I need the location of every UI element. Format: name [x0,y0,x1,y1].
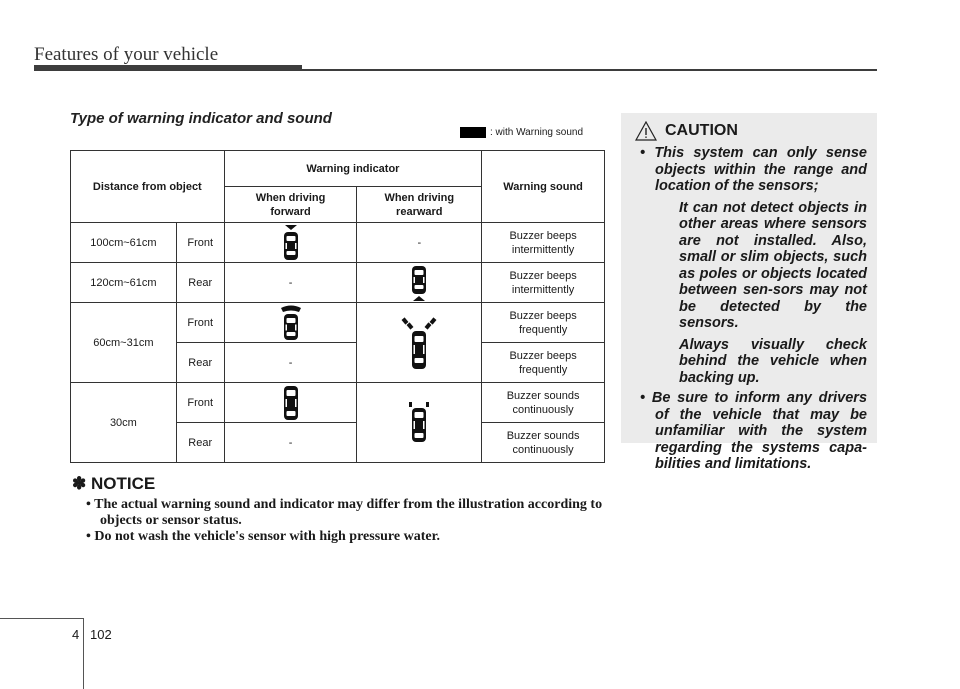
car-front-one-segment-icon [280,224,302,262]
caution-title: CAUTION [665,122,738,139]
notice-list [72,497,607,545]
caution-header [635,121,867,141]
header-indicator: Warning indicator [224,151,482,187]
header-rule-thin [300,69,877,71]
row6-sensor: Rear [176,423,224,463]
page-number: 102 [90,627,112,642]
car-front-three-segment-icon [280,384,302,422]
legend [460,127,583,138]
row3-sensor: Front [176,303,224,343]
notice-title: ✽ NOTICE [72,474,156,493]
legend-text: : with Warning sound [490,127,584,138]
footer-rule-horizontal [0,618,84,619]
row1-distance: 100cm~61cm [71,223,177,263]
notice-item: • Do not wash the vehicle's sensor with high pressure water. [72,529,607,545]
row4-forward: - [224,343,357,383]
row3-distance: 60cm~31cm [71,303,177,383]
header-sound: Warning sound [482,151,605,223]
caution-item-2: • Be sure to inform any drivers of the vehicle that may be unfamiliar with the system regarding the systems capa-bilities and limitations. [631,390,867,473]
car-rear-one-segment-icon [408,264,430,302]
caution-item [631,145,867,386]
header-forward: When driving forward [224,187,357,223]
row2-forward: - [224,263,357,303]
row6-forward: - [224,423,357,463]
row3-rearward [357,303,482,383]
row2-sound: Buzzer beeps intermittently [482,263,605,303]
car-front-rear-three-segment-icon [404,401,434,445]
row2-rearward [357,263,482,303]
legend-swatch [460,127,486,138]
row5-distance: 30cm [71,383,177,463]
header-distance: Distance from object [71,151,225,223]
row3-forward [224,303,357,343]
row5-sensor: Front [176,383,224,423]
row4-sound: Buzzer beeps frequently [482,343,605,383]
warning-table [70,150,605,463]
header-rearward: When driving rearward [357,187,482,223]
row3-sound: Buzzer beeps frequently [482,303,605,343]
row1-sensor: Front [176,223,224,263]
row5-rearward [357,383,482,463]
row2-sensor: Rear [176,263,224,303]
caution-list [631,145,867,473]
row1-rearward: - [357,223,482,263]
row6-sound: Buzzer sounds continuously [482,423,605,463]
row5-forward [224,383,357,423]
car-front-rear-two-segment-icon [399,313,439,373]
row2-distance: 120cm~61cm [71,263,177,303]
page-header-title: Features of your vehicle [34,44,219,65]
row1-forward [224,223,357,263]
car-front-two-segment-icon [278,304,304,342]
notice-item: • The actual warning sound and indicator may differ from the illustration according to objects or sensor status. [72,497,607,529]
chapter-number: 4 [72,627,80,642]
header-rule-thick [34,65,302,71]
row4-sensor: Rear [176,343,224,383]
row5-sound: Buzzer sounds continuously [482,383,605,423]
caution-item-1-paragraph-3: Always visually check behind the vehicle when backing up. [679,336,867,386]
section-title: Type of warning indicator and sound [70,110,332,127]
footer-rule-vertical [83,618,84,689]
caution-item-1-paragraph-2: It can not detect objects in other areas where sensors are not installed. Also, small or slim objects, such as poles or objects located between sen-sors may not be detected by the sensors. [679,199,867,331]
caution-item-1: This system can only sense objects within the range and location of the sensors; [654,145,867,194]
row1-sound: Buzzer beeps intermittently [482,223,605,263]
caution-box [621,113,877,472]
warning-triangle-icon [635,121,657,141]
